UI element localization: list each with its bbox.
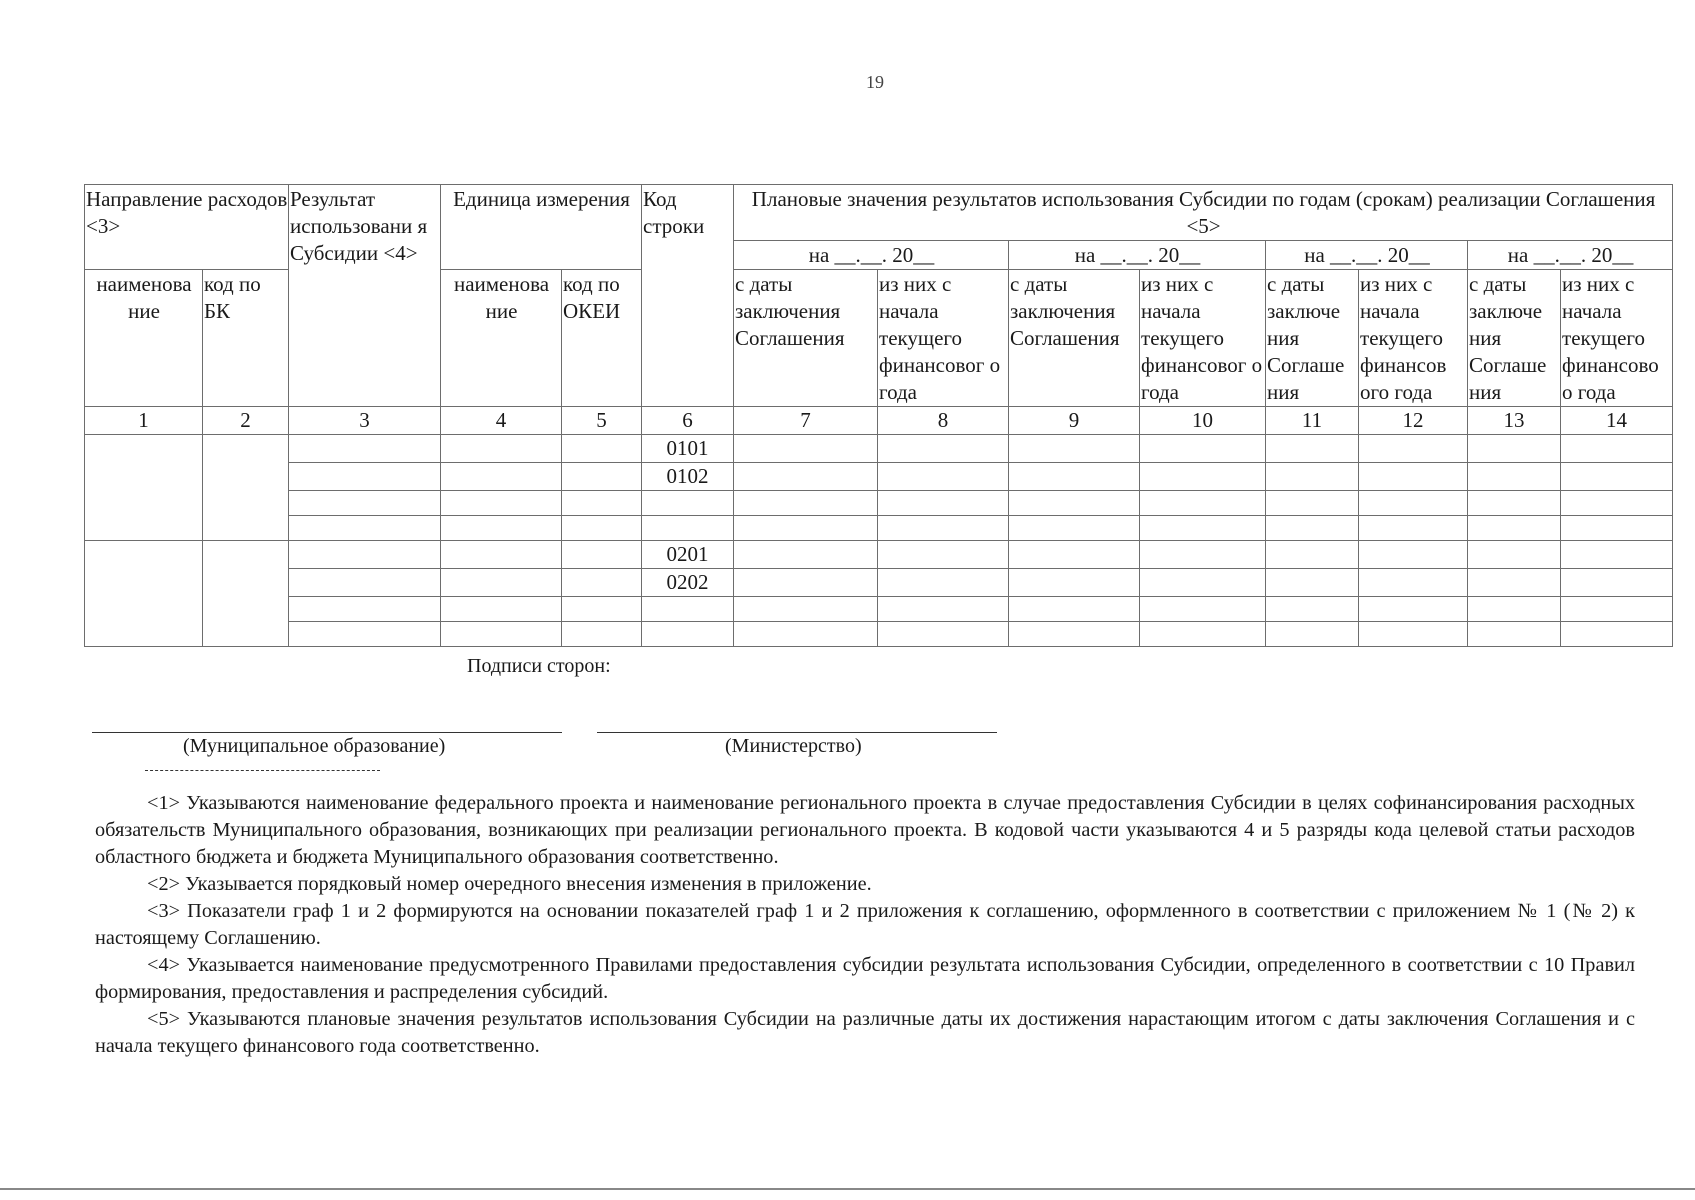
signature-caption-municipality: (Муниципальное образование) [183, 735, 446, 757]
row-code: 0101 [642, 435, 734, 463]
header-result: Результат использовани я Субсидии <4> [289, 185, 441, 407]
column-number: 10 [1140, 407, 1266, 435]
column-number: 11 [1266, 407, 1359, 435]
row-code: 0201 [642, 541, 734, 569]
subheader-col9: с даты заключения Соглашения [1009, 270, 1140, 407]
column-number: 4 [441, 407, 562, 435]
row-code: 0102 [642, 463, 734, 491]
footnote-1: <1> Указываются наименование федерального проекта и наименование регионального проекта в случае предоставления Субсидии в целях софинансирования расходных обязательств Муниципального образования, возникающих при реализации регионального проекта. В кодовой части указываются 4 и 5 разряды кода целевой статьи расходов областного бюджета и бюджета Муниципального образования соответственно. [95, 792, 1635, 868]
column-number: 7 [734, 407, 878, 435]
subheader-col11: с даты заключе ния Соглаше ния [1266, 270, 1359, 407]
signature-caption-ministry: (Министерство) [725, 735, 862, 757]
row-code: 0202 [642, 569, 734, 597]
footnote-2: <2> Указывается порядковый номер очередного внесения изменения в приложение. [147, 873, 872, 895]
date-label-3: на __.__. 20__ [1266, 241, 1468, 270]
column-number: 6 [642, 407, 734, 435]
subheader-col7: с даты заключения Соглашения [734, 270, 878, 407]
table-row [85, 597, 1673, 622]
column-number: 1 [85, 407, 203, 435]
column-number: 3 [289, 407, 441, 435]
date-label-2: на __.__. 20__ [1009, 241, 1266, 270]
signature-line-municipality [92, 732, 562, 733]
column-number: 8 [878, 407, 1009, 435]
footnote-3: <3> Показатели граф 1 и 2 формируются на основании показателей граф 1 и 2 приложения к соглашению, оформленного в соответствии с приложением № 1 (№ 2) к настоящему Соглашению. [95, 900, 1635, 949]
header-line-code: Код строки [642, 185, 734, 407]
signature-line-ministry [597, 732, 997, 733]
column-number: 12 [1359, 407, 1468, 435]
subheader-name: наименова ние [85, 270, 203, 407]
page-number: 19 [866, 72, 884, 92]
footnote-4: <4> Указывается наименование предусмотренного Правилами предоставления субсидии результата использования Субсидии, определенного в соответствии с 10 Правил формирования, предоставления и распределения субсидий. [95, 954, 1635, 1003]
column-number: 2 [203, 407, 289, 435]
subheader-bk-code: код по БК [203, 270, 289, 407]
column-number: 14 [1561, 407, 1673, 435]
subheader-unit-name: наименова ние [441, 270, 562, 407]
column-number: 5 [562, 407, 642, 435]
subheader-col13: с даты заключе ния Соглаше ния [1468, 270, 1561, 407]
subheader-col14: из них с начала текущего финансово о года [1561, 270, 1673, 407]
planned-values-table [84, 184, 1673, 647]
footnotes [95, 790, 1635, 1060]
table-row [85, 435, 1673, 463]
header-direction: Направление расходов <3> [85, 185, 289, 270]
table-row [85, 463, 1673, 491]
header-unit: Единица измерения [441, 185, 642, 270]
column-number: 9 [1009, 407, 1140, 435]
subheader-col10: из них с начала текущего финансовог о года [1140, 270, 1266, 407]
date-label-1: на __.__. 20__ [734, 241, 1009, 270]
table-row [85, 569, 1673, 597]
subheader-okei-code: код по ОКЕИ [562, 270, 642, 407]
subheader-col12: из них с начала текущего финансов ого года [1359, 270, 1468, 407]
table-row [85, 516, 1673, 541]
header-planned-values: Плановые значения результатов использования Субсидии по годам (срокам) реализации Соглашения <5> [734, 185, 1673, 241]
table-row [85, 541, 1673, 569]
date-label-4: на __.__. 20__ [1468, 241, 1673, 270]
signatures-title: Подписи сторон: [467, 655, 611, 677]
table-row [85, 622, 1673, 647]
table-row [85, 491, 1673, 516]
subheader-col8: из них с начала текущего финансовог о года [878, 270, 1009, 407]
column-number: 13 [1468, 407, 1561, 435]
footnote-separator [145, 770, 380, 771]
page-bottom-rule [0, 1188, 1695, 1190]
footnote-5: <5> Указываются плановые значения результатов использования Субсидии на различные даты их достижения нарастающим итогом с даты заключения Соглашения и с начала текущего финансового года соответственно. [95, 1008, 1635, 1057]
